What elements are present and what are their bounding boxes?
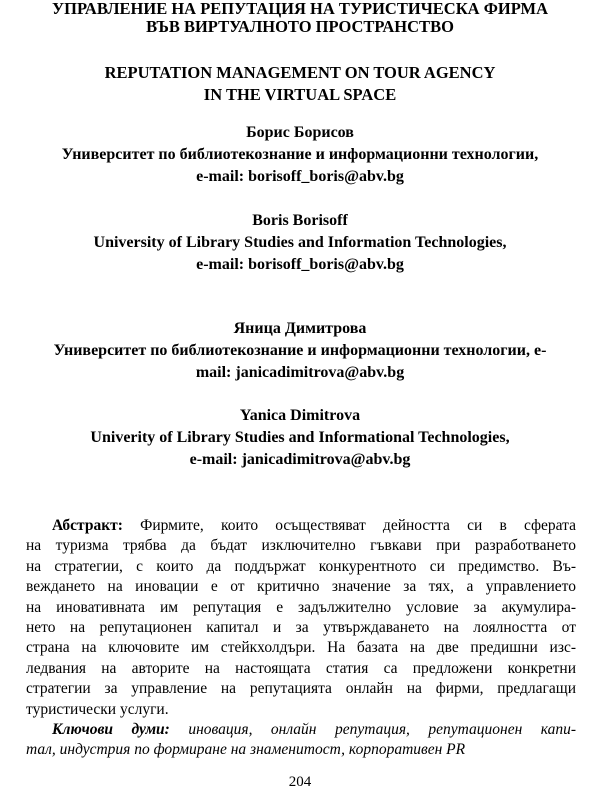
author-email: e-mail: borisoff_boris@abv.bg [196, 256, 404, 273]
author-affiliation: Университет по библиотекознание и информационни технологии, [61, 146, 539, 163]
abstract-line: нето на репутационен капитал и за утвърждаването на лоялността от [26, 619, 576, 637]
title-english-line-2: IN THE VIRTUAL SPACE [203, 85, 397, 104]
keywords-line [26, 720, 576, 740]
author-name: Яница Димитрова [233, 320, 367, 337]
abstract-section [26, 516, 576, 761]
title-bulgarian-line-2: ВЪВ ВИРТУАЛНОТО ПРОСТРАНСТВО [146, 17, 454, 36]
keywords-line: тал, индустрия по формиране на знаменитост, корпоративен PR [26, 741, 466, 759]
keywords-text: иновация, онлайн репутация, репутационен капи- [188, 721, 577, 739]
author-block-2 [0, 210, 600, 276]
abstract-line: веждането на иновации е от критично значение за тях, а управлението [26, 578, 576, 596]
author-block-4 [0, 405, 600, 471]
author-affiliation: University of Library Studies and Information Technologies, [93, 234, 507, 251]
abstract-line: стратегии за управление на репутацията онлайн на фирми, предлагащи [26, 680, 576, 698]
abstract-line: туристически услуги. [26, 700, 169, 718]
title-bulgarian [0, 0, 600, 36]
title-bulgarian-line-1: УПРАВЛЕНИЕ НА РЕПУТАЦИЯ НА ТУРИСТИЧЕСКА ФИРМА [52, 0, 548, 18]
author-affiliation: Университет по библиотекознание и информационни технологии, e- [53, 342, 547, 359]
author-name: Yanica Dimitrova [239, 407, 361, 424]
page-number: 204 [288, 774, 312, 790]
keywords-label: Ключови думи: [52, 721, 170, 739]
author-block-1 [0, 122, 600, 188]
abstract-text: Фирмите, които осъществяват дейността си в сферата [140, 517, 577, 534]
abstract-line [26, 516, 576, 536]
abstract-line: на стратегии, с които да поддържат конкурентното си предимство. Въ- [26, 557, 576, 575]
abstract-label: Абстракт: [52, 517, 123, 534]
abstract-line: страна на ключовите им стейкхолдъри. На базата на две предишни изс- [26, 639, 576, 657]
author-affiliation: Univerity of Library Studies and Informational Technologies, [90, 429, 510, 446]
author-email: mail: janicadimitrova@abv.bg [195, 364, 405, 381]
title-english-line-1: REPUTATION MANAGEMENT ON TOUR AGENCY [104, 63, 496, 82]
author-email: e-mail: borisoff_boris@abv.bg [196, 168, 404, 185]
abstract-line: на туризма трябва да бъдат изключително гъвкави при разработването [26, 537, 576, 555]
title-english [0, 62, 600, 106]
author-name: Борис Борисов [246, 124, 354, 141]
abstract-line: на иновативната им репутация е задължително условие за акумулира- [26, 598, 576, 616]
author-block-3 [0, 318, 600, 384]
author-email: e-mail: janicadimitrova@abv.bg [189, 451, 411, 468]
abstract-line: ледвания на авторите на настоящата статия са предложени конкретни [26, 659, 576, 677]
author-name: Boris Borisoff [252, 212, 348, 229]
